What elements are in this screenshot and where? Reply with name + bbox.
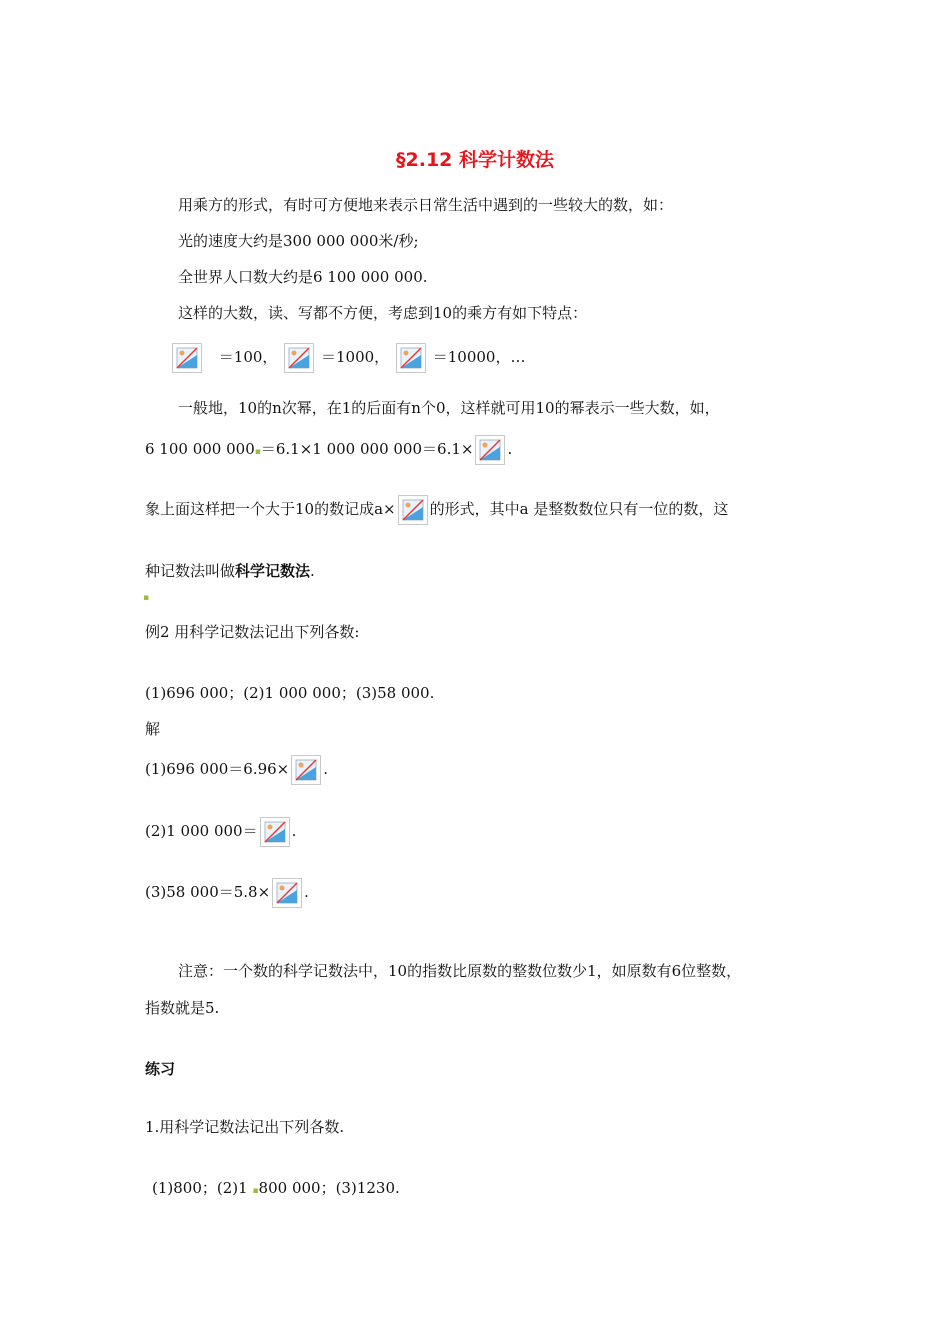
answer-3-period: . [304,883,309,901]
broken-image-icon [398,495,428,525]
general-paragraph-1: 一般地，10的n次幂，在1的后面有n个0，这样就可用10的幂表示一些大数，如， [178,399,720,417]
general-period: . [507,440,513,458]
answer-1 [145,752,328,786]
practice-question-1: 1.用科学记数法记出下列各数. [145,1118,345,1136]
answer-1-period: . [323,760,329,778]
broken-image-icon [284,343,314,373]
example-solve: 解 [145,720,161,738]
example-items: (1)696 000；(2)1 000 000；(3)58 000. [145,684,435,702]
page-title: §2.12 科学计数法 [396,149,554,171]
answer-2-period: . [291,822,297,840]
broken-image-icon [475,435,505,465]
definition-line-1 [145,492,728,526]
answer-3 [145,875,309,909]
answer-2 [145,814,296,848]
broken-image-icon [396,343,426,373]
intro-paragraph-1: 用乘方的形式，有时可方便地来表示日常生活中遇到的一些较大的数，如： [178,196,674,214]
general-number: 6 100 000 000 [145,440,255,458]
answer-1-text: (1)696 000＝6.96× [145,760,290,778]
example-heading: 例2 用科学记数法记出下列各数: [145,623,360,641]
broken-image-icon [172,343,202,373]
intro-paragraph-2: 光的速度大约是300 000 000米/秒; [178,232,419,250]
power-value-3: ＝10000，… [432,348,526,366]
practice-items: (1)800；(2)1 ▪800 000；(3)1230. [152,1179,400,1197]
definition-end: . [310,562,315,580]
intro-paragraph-4: 这样的大数，读、写都不方便，考虑到10的乘方有如下特点： [178,304,588,322]
general-paragraph-2: 6 100 000 000▪＝6.1×1 000 000 000＝6.1× . [145,432,512,469]
broken-image-icon [291,755,321,785]
powers-line [170,340,525,374]
power-value-2: ＝1000， [320,348,390,366]
note-paragraph-2: 指数就是5. [145,999,220,1017]
answer-3-text: (3)58 000＝5.8× [145,883,271,901]
definition-part-4: 种记数法叫做 [145,562,236,580]
broken-image-icon [260,817,290,847]
practice-heading: 练习 [145,1060,176,1078]
intro-paragraph-3: 全世界人口数大约是6 100 000 000. [178,268,428,286]
definition-part-1: 象上面这样把一个大于10的数记成a× [145,500,396,518]
definition-part-3: ，这 [698,500,729,518]
definition-part-2: 的形式，其中a 是整数数位只有一位的数 [429,500,699,518]
document-page: §2.12 科学计数法 用乘方的形式，有时可方便地来表示日常生活中遇到的一些较大的数，如： 光的速度大约是300 000 000米/秒; 全世界人口数大约是6 100 000 000. 这样的大数，读、写都不方便，考虑到10的乘方有如下特点： ＝100， ＝1000， ＝10000，… 一般地，10的n次幂，在1的后面有n个0，这样就可用10的幂表示一些大数，如， 6 100 000 000▪＝6.1×1 000 000 000＝6.1× . 象上面这样把一个大于10的数记成a× 的形式，其中a 是整数数位只有一位的数，这 种记数法叫做科学记数法. ▪ 例2 用科学记数法记出下列各数: (1)696 000；(2)1 000 000；(3)58 000. 解 (1)696 000＝6.96× . (2)1 000 000＝ . (3)58 000＝5.8× . 注意：一个数的科学记数法中，10的指数比原数的整数位数少1，如原数有6位整数， 指数就是5. 练习 1.用科学记数法记出下列各数. (1)800；(2)1 ▪800 000；(3)1230. [0,0,950,1344]
answer-2-text: (2)1 000 000＝ [145,822,258,840]
practice-items-part-2: 800 000；(3)1230. [258,1179,400,1197]
general-expression: ＝6.1×1 000 000 000＝6.1× [260,440,474,458]
practice-items-part-1: (1)800；(2)1 [152,1179,253,1197]
definition-term: 科学记数法 [235,562,311,580]
definition-line-2 [145,561,315,581]
power-value-1: ＝100， [218,348,278,366]
note-paragraph-1: 注意：一个数的科学记数法中，10的指数比原数的整数位数少1，如原数有6位整数， [178,962,742,980]
broken-image-icon [272,878,302,908]
